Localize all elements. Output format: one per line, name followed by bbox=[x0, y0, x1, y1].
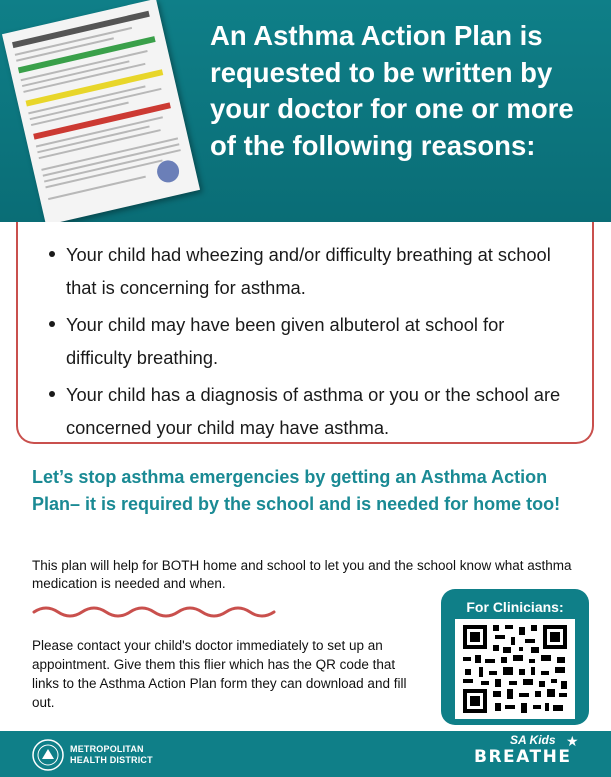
reasons-box bbox=[16, 222, 594, 444]
child-figure-icon: ★ bbox=[566, 733, 579, 749]
sa-kids-logo-text: SA Kids bbox=[510, 733, 556, 747]
breathe-logo-text: BREATHE bbox=[474, 747, 572, 767]
header-banner bbox=[0, 0, 611, 222]
wavy-divider bbox=[32, 604, 282, 620]
headline: Let’s stop asthma emergencies by getting an Asthma Action Plan– it is required by the school and is needed for home too! bbox=[32, 467, 561, 514]
list-item: Your child has a diagnosis of asthma or you or the school are concerned your child may have asthma. bbox=[66, 378, 574, 444]
asthma-action-plan-thumbnail bbox=[2, 0, 200, 225]
metropolitan-health-district-logo: METROPOLITAN HEALTH DISTRICT bbox=[70, 744, 153, 765]
info-paragraph: This plan will help for BOTH home and school to let you and the school know what asthma medication is needed and when. bbox=[32, 558, 572, 591]
list-item: Your child may have been given albuterol at school for difficulty breathing. bbox=[66, 308, 574, 374]
footer bbox=[0, 731, 611, 777]
clinicians-box bbox=[441, 589, 589, 725]
contact-paragraph: Please contact your child's doctor immediately to set up an appointment. Give them this flier which has the QR code that links to the Asthma Action Plan form they can download and fill out. bbox=[32, 638, 407, 710]
clinicians-label: For Clinicians: bbox=[466, 599, 564, 615]
qr-code-icon[interactable] bbox=[455, 619, 575, 719]
reasons-list bbox=[18, 222, 592, 444]
city-seal-icon bbox=[32, 739, 64, 771]
page-title: An Asthma Action Plan is requested to be written by your doctor for one or more of the following reasons: bbox=[210, 20, 574, 161]
list-item: Your child had wheezing and/or difficulty breathing at school that is concerning for asthma. bbox=[66, 238, 574, 304]
